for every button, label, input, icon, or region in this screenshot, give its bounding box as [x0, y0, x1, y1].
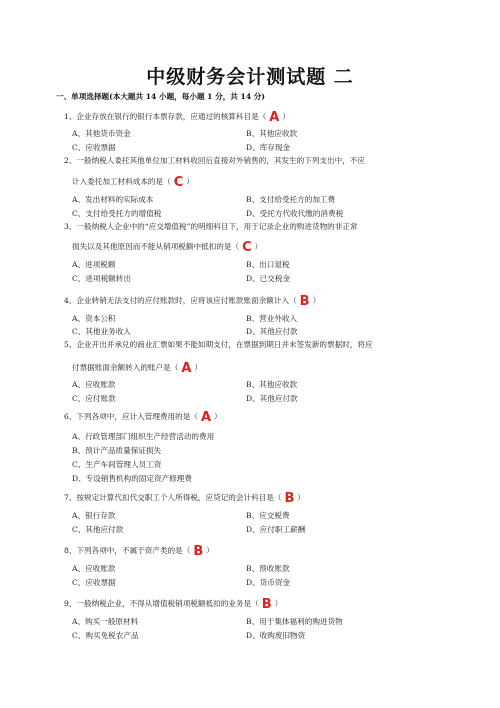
question-2-stem-line2: 计入委托加工材料成本的是（ C ）	[72, 175, 194, 190]
option: A、资本公积	[72, 314, 116, 323]
option: C、生产车间管理人员工资	[72, 460, 162, 469]
answer-mark: A	[269, 110, 280, 125]
answer-mark: B	[299, 294, 310, 309]
option: D、其他应付款	[246, 327, 298, 336]
option: A、购买一般原材料	[72, 617, 139, 626]
option: C、应收票据	[72, 143, 116, 152]
option: A、应收账款	[72, 380, 116, 389]
option: B、预计产品质量保证损失	[72, 446, 162, 455]
question-3-stem-line2: 损失以及其他原因而不能从销项税额中抵扣的是（ C ）	[72, 240, 263, 255]
option: B、用于集体福利的购进货物	[246, 617, 343, 626]
question-5-stem-line1: 5、企业开出并承兑的商业汇票如果不能如期支付，在票据到期日并未签发新的票据时，将应	[64, 340, 373, 349]
option: B、其他应收款	[246, 380, 298, 389]
question-5-stem-line2: 付票据账面余额转入的账户是（ A ）	[72, 361, 202, 376]
option: A、其他货币资金	[72, 129, 131, 138]
option: C、其他业务收入	[72, 327, 131, 336]
question-1-stem: 1、企业存放在银行的银行本票存款，应通过的核算科目是（ A ）	[64, 110, 290, 125]
option: C、其他应付款	[72, 525, 124, 534]
option: B、其他应收款	[246, 129, 298, 138]
option: D、专设销售机构的固定资产修理费	[72, 474, 192, 483]
question-7-stem: 7、按规定计算代扣代交职工个人所得税，应贷记的会计科目是（ B ）	[64, 491, 305, 506]
question-6-stem: 6、下列各项中，应计入管理费用的是（ A ）	[64, 410, 222, 425]
option: C、应付账款	[72, 394, 116, 403]
option: A、行政管理部门组织生产经营活动的费用	[72, 432, 215, 441]
answer-mark: A	[181, 361, 192, 376]
option: C、支付给受托方的增值税	[72, 209, 162, 218]
option: B、应交税费	[246, 511, 290, 520]
option: C、应收票据	[72, 578, 116, 587]
option: A、应收账款	[72, 564, 116, 573]
answer-mark: B	[284, 491, 295, 506]
option: B、出口退税	[246, 260, 290, 269]
page-title: 中级财务会计测试题 二	[146, 66, 354, 88]
option: A、进项税额	[72, 260, 116, 269]
option: D、库存现金	[246, 143, 291, 152]
option: A、发出材料的实际成本	[72, 195, 154, 204]
section-heading: 一、单项选择题(本大题共 14 小题，每小题 1 分，共 14 分)	[56, 92, 265, 101]
option: A、银行存款	[72, 511, 116, 520]
option: D、受托方代收代缴的消费税	[246, 209, 344, 218]
option: D、收购废旧物资	[246, 631, 306, 640]
option: B、预收账款	[246, 564, 290, 573]
question-8-stem: 8、下列各项中，不属于资产类的是（ B ）	[64, 544, 214, 559]
option: B、营业外收入	[246, 314, 298, 323]
option: D、其他应付款	[246, 394, 298, 403]
question-9-stem: 9、一般纳税企业，不得从增值税销项税额抵扣的业务是（ B ）	[64, 597, 283, 612]
answer-mark: C	[242, 240, 252, 255]
question-3-stem-line1: 3、一般纳税人企业中的“应交增值税”的明细科目下，用于记录企业的购进货物的非正常	[64, 222, 358, 231]
answer-mark: A	[200, 410, 211, 425]
option: C、购买免税农产品	[72, 631, 139, 640]
question-4-stem: 4、企业转销无法支付的应付账款时，应将该应付账款账面余额计入（ B ）	[64, 294, 321, 309]
answer-mark: C	[173, 175, 184, 190]
question-2-stem-line1: 2、一般纳税人委托其他单位加工材料收回后直接对外销售的，其发生的下列支出中，不应	[64, 156, 365, 165]
option: C、进项税额转出	[72, 274, 131, 283]
option: B、支付给受托方的加工费	[246, 195, 336, 204]
answer-mark: B	[193, 544, 204, 559]
option: D、已交税金	[246, 274, 291, 283]
option: D、应付职工薪酬	[246, 525, 306, 534]
option: D、货币资金	[246, 578, 291, 587]
answer-mark: B	[261, 597, 272, 612]
